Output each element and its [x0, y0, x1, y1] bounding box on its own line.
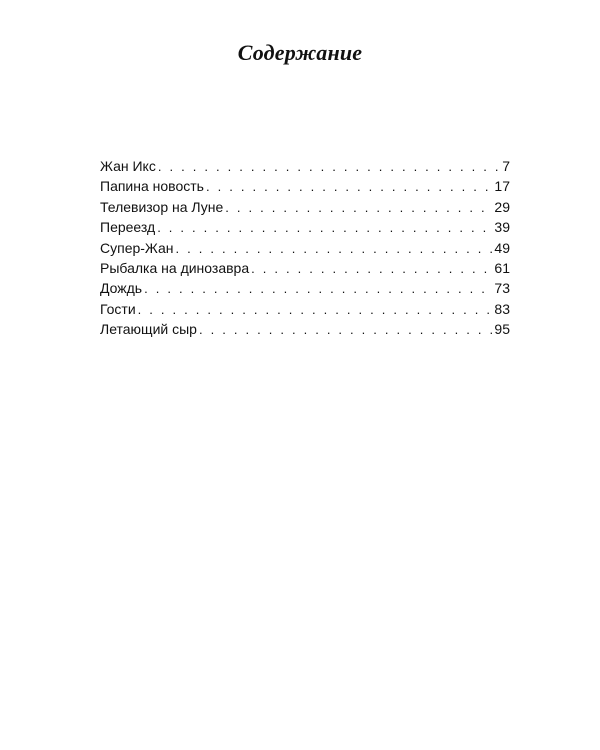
toc-entry-title: Рыбалка на динозавра — [100, 259, 250, 276]
toc-entry — [100, 176, 510, 196]
toc-dot-leader — [206, 177, 492, 197]
toc-entry-title: Гости — [100, 300, 136, 317]
toc-dot-leader — [225, 198, 492, 218]
toc-entry — [100, 238, 510, 258]
table-of-contents — [100, 156, 510, 340]
toc-page-number: 49 — [494, 239, 510, 256]
toc-entry-title: Телевизор на Луне — [100, 198, 224, 215]
toc-entry-title: Летающий сыр — [100, 321, 197, 338]
toc-entry — [100, 319, 510, 339]
toc-dot-leader — [251, 259, 492, 279]
toc-dot-leader — [176, 239, 493, 259]
toc-page-number: 61 — [494, 259, 510, 276]
toc-entry — [100, 258, 510, 278]
toc-dot-leader — [144, 279, 492, 299]
toc-dot-leader — [157, 218, 492, 238]
toc-entry — [100, 197, 510, 217]
toc-dot-leader — [199, 320, 492, 340]
toc-dot-leader — [158, 157, 500, 177]
toc-entry-title: Супер-Жан — [100, 239, 174, 256]
toc-page-number: 29 — [494, 198, 510, 215]
toc-title: Содержание — [237, 40, 363, 65]
toc-entry — [100, 156, 510, 176]
toc-entry — [100, 299, 510, 319]
toc-entry-title: Переезд — [100, 219, 156, 236]
toc-page-number: 7 — [502, 158, 510, 174]
toc-page-number: 73 — [494, 280, 510, 297]
toc-entry-title: Папина новость — [100, 178, 204, 195]
toc-entry — [100, 278, 510, 298]
toc-page-number: 83 — [494, 300, 510, 317]
toc-entry-title: Дождь — [100, 280, 143, 297]
toc-page-number: 39 — [494, 219, 510, 236]
toc-page-number: 95 — [494, 321, 510, 338]
toc-entry — [100, 217, 510, 237]
toc-page-number: 17 — [494, 178, 510, 195]
toc-dot-leader — [138, 300, 493, 320]
toc-entry-title: Жан Икс — [100, 158, 156, 174]
